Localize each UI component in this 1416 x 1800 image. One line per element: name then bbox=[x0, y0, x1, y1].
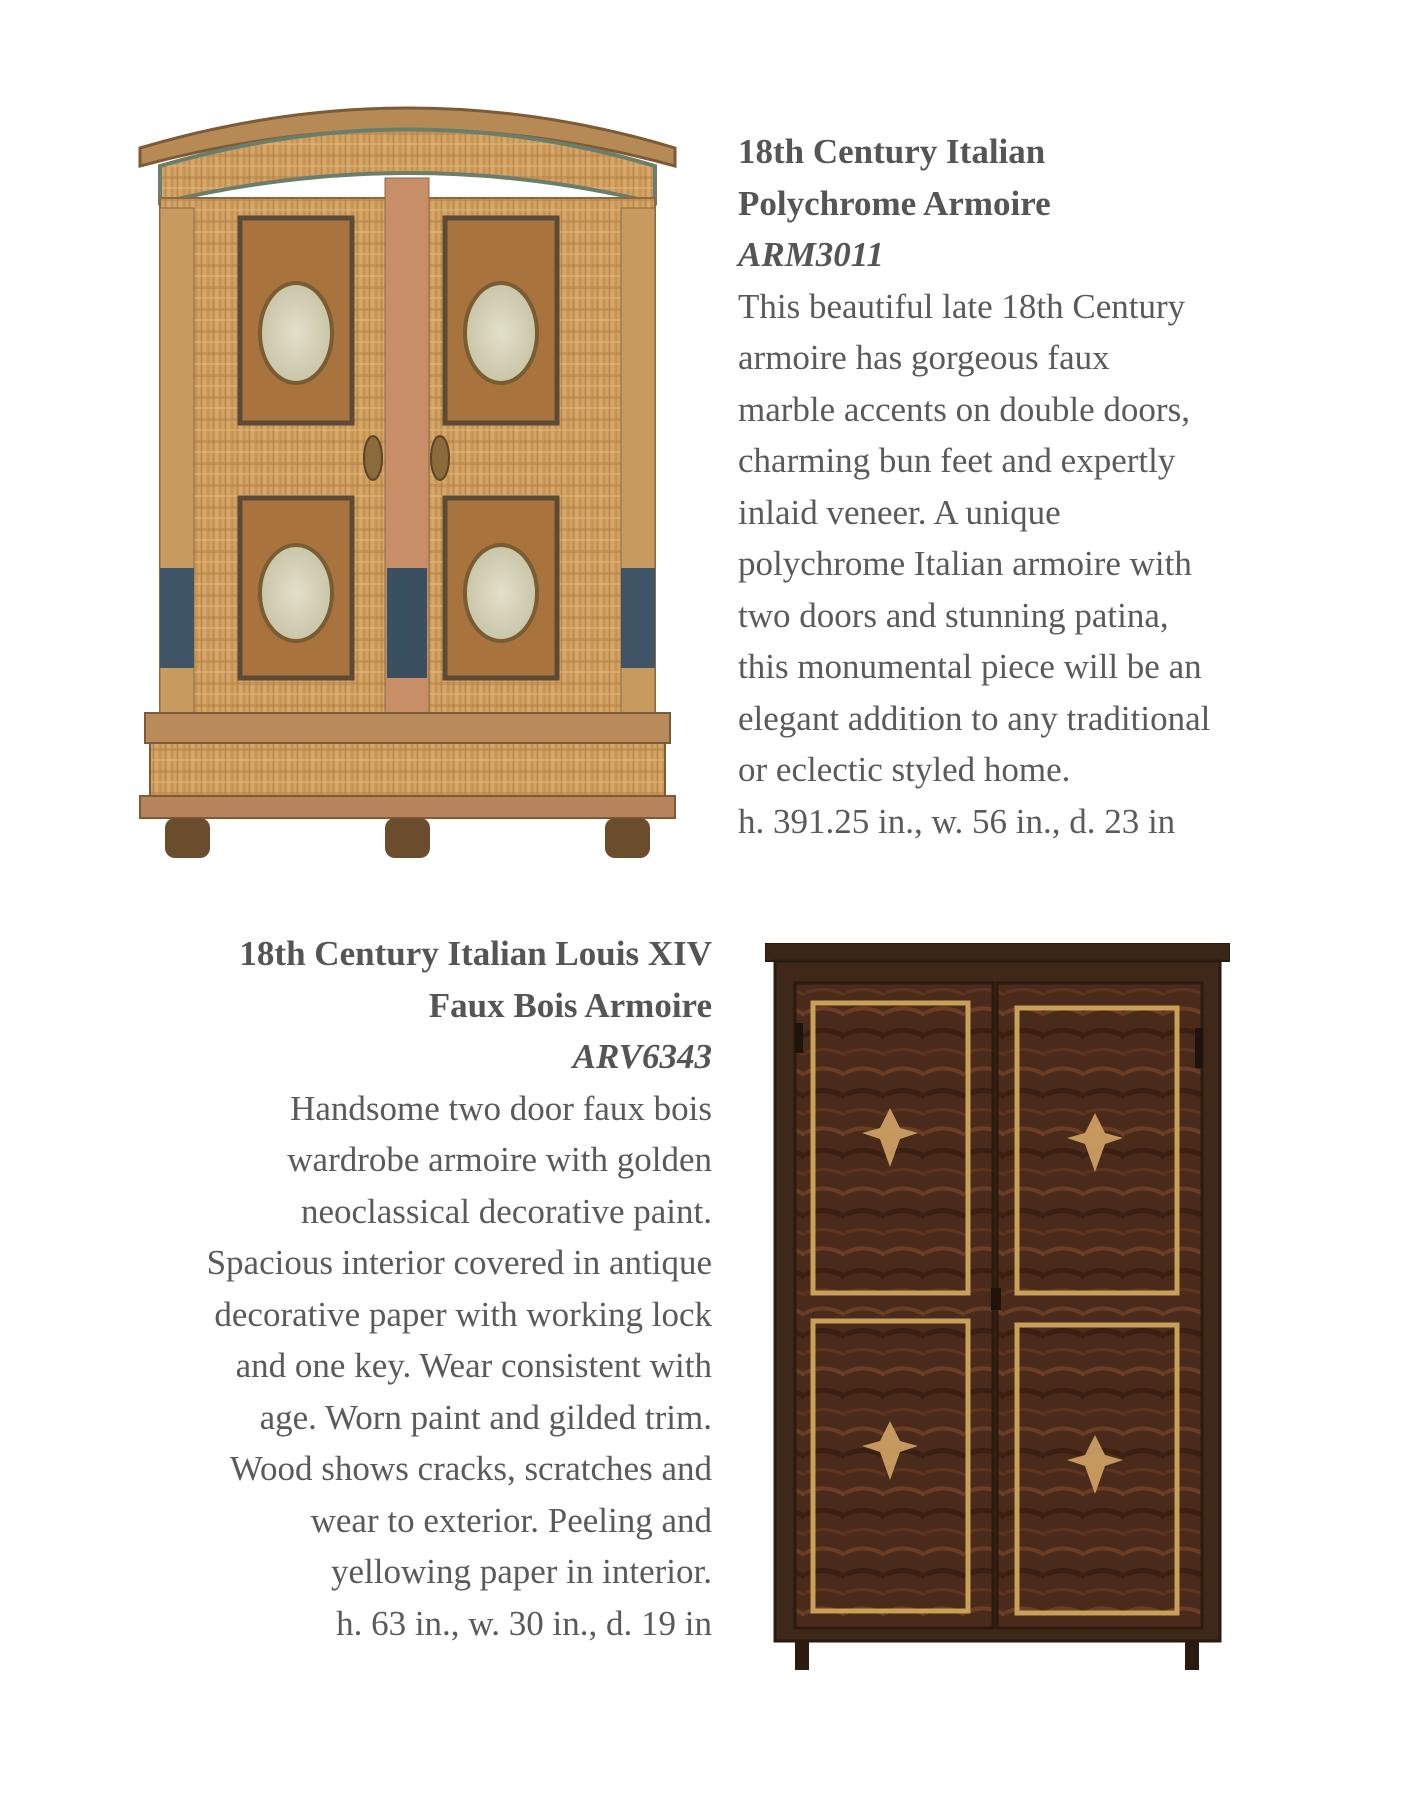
item-armoire-2-details bbox=[120, 928, 712, 1649]
faux-bois-armoire-photo bbox=[765, 943, 1230, 1670]
item-armoire-1-details bbox=[738, 126, 1258, 847]
description-line: two doors and stunning patina, bbox=[738, 595, 1169, 635]
description-line: armoire has gorgeous faux bbox=[738, 338, 1110, 377]
description-line: inlaid veneer. A unique bbox=[738, 492, 1061, 532]
item-title-line: 18th Century Italian Louis XIV bbox=[239, 934, 712, 973]
polychrome-armoire-photo bbox=[130, 88, 690, 870]
item-sku: ARM3011 bbox=[738, 235, 884, 274]
description-line: Spacious interior covered in antique bbox=[206, 1243, 712, 1282]
description-line: decorative paper with working lock bbox=[214, 1294, 712, 1334]
description-line: Wood shows cracks, scratches and bbox=[229, 1449, 712, 1488]
description-line: yellowing paper in interior. bbox=[330, 1552, 712, 1591]
description-line: wardrobe armoire with golden bbox=[287, 1140, 712, 1179]
item-sku: ARV6343 bbox=[572, 1037, 712, 1076]
description-line: age. Worn paint and gilded trim. bbox=[259, 1397, 712, 1437]
description-line: polychrome Italian armoire with bbox=[738, 544, 1192, 583]
description-line: wear to exterior. Peeling and bbox=[310, 1500, 712, 1540]
description-line: this monumental piece will be an bbox=[738, 647, 1202, 686]
item-title-line: Faux Bois Armoire bbox=[428, 985, 712, 1025]
description-line: or eclectic styled home. bbox=[738, 750, 1071, 789]
description-line: charming bun feet and expertly bbox=[738, 441, 1176, 480]
description-line: marble accents on double doors, bbox=[738, 389, 1190, 429]
item-dimensions: h. 63 in., w. 30 in., d. 19 in bbox=[336, 1603, 712, 1643]
item-title-line: 18th Century Italian bbox=[738, 132, 1046, 171]
description-line: This beautiful late 18th Century bbox=[738, 286, 1186, 326]
description-line: elegant addition to any traditional bbox=[738, 698, 1211, 738]
description-line: neoclassical decorative paint. bbox=[300, 1191, 712, 1231]
item-title-line: Polychrome Armoire bbox=[738, 183, 1051, 223]
item-dimensions: h. 391.25 in., w. 56 in., d. 23 in bbox=[738, 801, 1176, 841]
description-line: and one key. Wear consistent with bbox=[235, 1346, 712, 1385]
description-line: Handsome two door faux bois bbox=[290, 1088, 712, 1128]
